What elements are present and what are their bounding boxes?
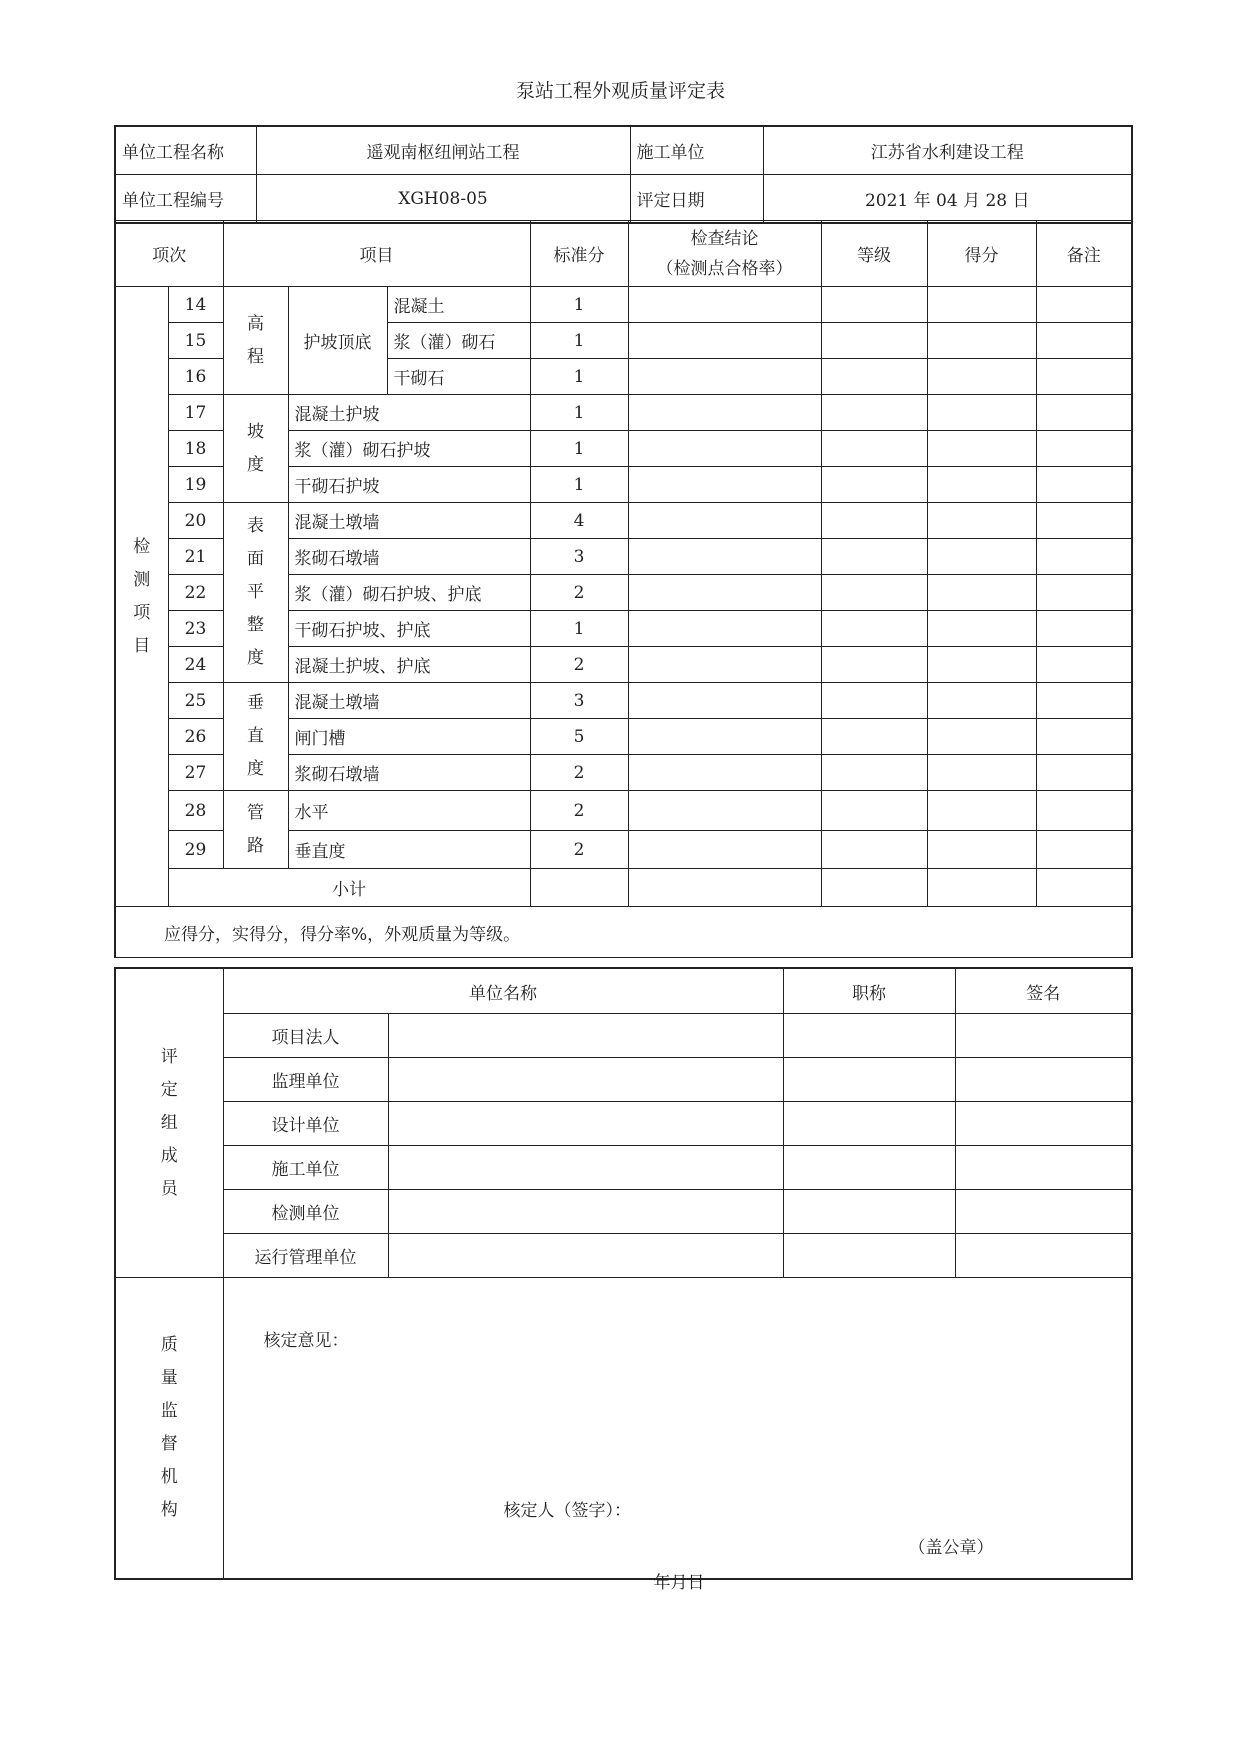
remark-cell[interactable] bbox=[1036, 395, 1132, 431]
row-no: 25 bbox=[168, 683, 223, 719]
group-revetment: 护坡顶底 bbox=[288, 287, 387, 395]
check-cell[interactable] bbox=[628, 755, 821, 791]
opinion-label: 核定意见： bbox=[263, 1331, 349, 1351]
remark-cell[interactable] bbox=[1036, 431, 1132, 467]
col-header-std: 标准分 bbox=[530, 221, 628, 287]
committee-side-label: 评 定 组 成 员 bbox=[115, 968, 223, 1278]
col-header-grade: 等级 bbox=[821, 221, 927, 287]
construction-unit-value[interactable]: 江苏省水利建设工程 bbox=[763, 126, 1132, 175]
group-flatness: 表 面 平 整 度 bbox=[223, 503, 288, 683]
col-header-score: 得分 bbox=[927, 221, 1036, 287]
grade-cell[interactable] bbox=[821, 755, 927, 791]
row-no: 26 bbox=[168, 719, 223, 755]
row-no: 21 bbox=[168, 539, 223, 575]
row-item: 浆（灌）砌石 bbox=[387, 323, 530, 359]
remark-cell[interactable] bbox=[1036, 683, 1132, 719]
remark-cell[interactable] bbox=[1036, 575, 1132, 611]
check-cell[interactable] bbox=[628, 431, 821, 467]
signature-cell[interactable] bbox=[955, 1014, 1132, 1058]
signer-label: 核定人（签字）： bbox=[503, 1501, 631, 1521]
grade-cell[interactable] bbox=[821, 647, 927, 683]
row-std: 1 bbox=[530, 611, 628, 647]
remark-cell[interactable] bbox=[1036, 467, 1132, 503]
evaluation-committee-table bbox=[114, 967, 1133, 1593]
committee-role: 监理单位 bbox=[223, 1058, 388, 1102]
check-cell[interactable] bbox=[628, 323, 821, 359]
committee-header-unit-name: 单位名称 bbox=[223, 968, 783, 1014]
committee-row bbox=[115, 1014, 1132, 1058]
committee-role: 检测单位 bbox=[223, 1190, 388, 1234]
row-item: 混凝土护坡 bbox=[288, 395, 530, 431]
check-cell[interactable] bbox=[628, 467, 821, 503]
row-std: 3 bbox=[530, 539, 628, 575]
group-slope: 坡 度 bbox=[223, 395, 288, 503]
unit-name-cell[interactable] bbox=[388, 1102, 783, 1146]
check-cell[interactable] bbox=[628, 831, 821, 869]
grade-cell[interactable] bbox=[821, 323, 927, 359]
check-cell[interactable] bbox=[628, 359, 821, 395]
eval-date-label: 评定日期 bbox=[630, 175, 763, 224]
group-vertical: 垂 直 度 bbox=[223, 683, 288, 791]
title-cell[interactable] bbox=[783, 1102, 955, 1146]
row-std: 2 bbox=[530, 755, 628, 791]
grade-cell[interactable] bbox=[821, 287, 927, 323]
remark-cell[interactable] bbox=[1036, 359, 1132, 395]
score-cell[interactable] bbox=[927, 831, 1036, 869]
unit-name-cell[interactable] bbox=[388, 1058, 783, 1102]
subtotal-row bbox=[115, 869, 1132, 907]
row-std: 1 bbox=[530, 359, 628, 395]
row-item: 干砌石 bbox=[387, 359, 530, 395]
score-cell[interactable] bbox=[927, 791, 1036, 831]
col-header-check bbox=[628, 221, 821, 287]
grade-cell[interactable] bbox=[821, 395, 927, 431]
row-item: 浆砌石墩墙 bbox=[288, 755, 530, 791]
signature-cell[interactable] bbox=[955, 1102, 1132, 1146]
unit-name-cell[interactable] bbox=[388, 1190, 783, 1234]
remark-cell[interactable] bbox=[1036, 869, 1132, 907]
title-cell[interactable] bbox=[783, 1058, 955, 1102]
unit-project-name-label: 单位工程名称 bbox=[115, 126, 256, 175]
title-cell[interactable] bbox=[783, 1014, 955, 1058]
score-cell[interactable] bbox=[927, 431, 1036, 467]
table-row bbox=[115, 287, 1132, 323]
row-item: 水平 bbox=[288, 791, 530, 831]
title-cell[interactable] bbox=[783, 1234, 955, 1278]
score-cell[interactable] bbox=[927, 683, 1036, 719]
col-header-remark: 备注 bbox=[1036, 221, 1132, 287]
score-cell[interactable] bbox=[927, 719, 1036, 755]
row-item: 浆（灌）砌石护坡 bbox=[288, 431, 530, 467]
row-no: 14 bbox=[168, 287, 223, 323]
supervision-opinion-area[interactable] bbox=[223, 1278, 1132, 1593]
remark-cell[interactable] bbox=[1036, 611, 1132, 647]
check-cell[interactable] bbox=[628, 791, 821, 831]
committee-role: 设计单位 bbox=[223, 1102, 388, 1146]
signature-cell[interactable] bbox=[955, 1058, 1132, 1102]
committee-row bbox=[115, 1146, 1132, 1190]
unit-name-cell[interactable] bbox=[388, 1014, 783, 1058]
row-std: 5 bbox=[530, 719, 628, 755]
row-item: 混凝土 bbox=[387, 287, 530, 323]
row-item: 浆（灌）砌石护坡、护底 bbox=[288, 575, 530, 611]
signature-cell[interactable] bbox=[955, 1146, 1132, 1190]
col-header-seq: 项次 bbox=[115, 221, 223, 287]
grade-cell[interactable] bbox=[821, 683, 927, 719]
unit-project-name-value[interactable]: 遥观南枢纽闸站工程 bbox=[256, 126, 630, 175]
project-info-table bbox=[114, 125, 1133, 224]
row-std: 2 bbox=[530, 575, 628, 611]
remark-cell[interactable] bbox=[1036, 539, 1132, 575]
row-std: 1 bbox=[530, 467, 628, 503]
check-cell[interactable] bbox=[628, 395, 821, 431]
remark-cell[interactable] bbox=[1036, 323, 1132, 359]
check-cell[interactable] bbox=[628, 647, 821, 683]
check-cell[interactable] bbox=[628, 683, 821, 719]
title-cell[interactable] bbox=[783, 1190, 955, 1234]
remark-cell[interactable] bbox=[1036, 791, 1132, 831]
row-no: 27 bbox=[168, 755, 223, 791]
score-cell[interactable] bbox=[927, 647, 1036, 683]
score-cell[interactable] bbox=[927, 575, 1036, 611]
construction-unit-label: 施工单位 bbox=[630, 126, 763, 175]
row-no: 22 bbox=[168, 575, 223, 611]
check-cell[interactable] bbox=[628, 869, 821, 907]
date-label: 年月日 bbox=[653, 1573, 705, 1593]
row-item: 混凝土墩墙 bbox=[288, 683, 530, 719]
row-std: 1 bbox=[530, 395, 628, 431]
score-cell[interactable] bbox=[927, 539, 1036, 575]
col-header-check-line1: 检查结论 bbox=[690, 228, 759, 249]
table-row bbox=[115, 683, 1132, 719]
subtotal-std-cell[interactable] bbox=[530, 869, 628, 907]
row-no: 20 bbox=[168, 503, 223, 539]
committee-role: 运行管理单位 bbox=[223, 1234, 388, 1278]
grade-cell[interactable] bbox=[821, 575, 927, 611]
row-no: 19 bbox=[168, 467, 223, 503]
unit-name-cell[interactable] bbox=[388, 1146, 783, 1190]
row-no: 18 bbox=[168, 431, 223, 467]
col-header-item: 项目 bbox=[223, 221, 530, 287]
unit-project-no-value[interactable]: XGH08-05 bbox=[256, 175, 630, 224]
row-no: 23 bbox=[168, 611, 223, 647]
row-no: 28 bbox=[168, 791, 223, 831]
table-row bbox=[115, 791, 1132, 831]
committee-row bbox=[115, 1234, 1132, 1278]
row-item: 混凝土墩墙 bbox=[288, 503, 530, 539]
grade-cell[interactable] bbox=[821, 467, 927, 503]
row-item: 浆砌石墩墙 bbox=[288, 539, 530, 575]
score-cell[interactable] bbox=[927, 323, 1036, 359]
title-cell[interactable] bbox=[783, 1146, 955, 1190]
signature-cell[interactable] bbox=[955, 1190, 1132, 1234]
row-no: 16 bbox=[168, 359, 223, 395]
col-header-check-line2: （检测点合格率） bbox=[656, 258, 793, 279]
row-no: 29 bbox=[168, 831, 223, 869]
grade-cell[interactable] bbox=[821, 719, 927, 755]
committee-role: 施工单位 bbox=[223, 1146, 388, 1190]
grade-cell[interactable] bbox=[821, 611, 927, 647]
check-cell[interactable] bbox=[628, 719, 821, 755]
grade-cell[interactable] bbox=[821, 503, 927, 539]
remark-cell[interactable] bbox=[1036, 831, 1132, 869]
group-pipe: 管 路 bbox=[223, 791, 288, 869]
signature-cell[interactable] bbox=[955, 1234, 1132, 1278]
check-cell[interactable] bbox=[628, 503, 821, 539]
inspection-table bbox=[114, 220, 1133, 958]
row-std: 1 bbox=[530, 431, 628, 467]
table-row bbox=[115, 503, 1132, 539]
committee-row bbox=[115, 1190, 1132, 1234]
check-cell[interactable] bbox=[628, 611, 821, 647]
score-cell[interactable] bbox=[927, 395, 1036, 431]
row-std: 2 bbox=[530, 791, 628, 831]
score-cell[interactable] bbox=[927, 467, 1036, 503]
check-cell[interactable] bbox=[628, 539, 821, 575]
remark-cell[interactable] bbox=[1036, 503, 1132, 539]
committee-header-signature: 签名 bbox=[955, 968, 1132, 1014]
score-cell[interactable] bbox=[927, 287, 1036, 323]
side-label-inspection: 检 测 项 目 bbox=[115, 287, 168, 907]
row-std: 4 bbox=[530, 503, 628, 539]
summary-text: 应得分，实得分，得分率%，外观质量为等级。 bbox=[115, 907, 1132, 958]
page-title: 泵站工程外观质量评定表 bbox=[515, 80, 725, 102]
row-std: 2 bbox=[530, 647, 628, 683]
check-cell[interactable] bbox=[628, 575, 821, 611]
committee-header-title: 职称 bbox=[783, 968, 955, 1014]
score-cell[interactable] bbox=[927, 869, 1036, 907]
committee-role: 项目法人 bbox=[223, 1014, 388, 1058]
grade-cell[interactable] bbox=[821, 359, 927, 395]
row-std: 3 bbox=[530, 683, 628, 719]
grade-cell[interactable] bbox=[821, 869, 927, 907]
row-std: 1 bbox=[530, 323, 628, 359]
table-row bbox=[115, 395, 1132, 431]
row-item: 混凝土护坡、护底 bbox=[288, 647, 530, 683]
supervision-side-label: 质 量 监 督 机 构 bbox=[115, 1278, 223, 1580]
unit-name-cell[interactable] bbox=[388, 1234, 783, 1278]
score-cell[interactable] bbox=[927, 755, 1036, 791]
remark-cell[interactable] bbox=[1036, 647, 1132, 683]
committee-row bbox=[115, 1058, 1132, 1102]
row-no: 15 bbox=[168, 323, 223, 359]
grade-cell[interactable] bbox=[821, 831, 927, 869]
eval-date-value[interactable]: 2021 年 04 月 28 日 bbox=[763, 175, 1132, 224]
grade-cell[interactable] bbox=[821, 539, 927, 575]
row-item: 垂直度 bbox=[288, 831, 530, 869]
score-cell[interactable] bbox=[927, 611, 1036, 647]
row-no: 17 bbox=[168, 395, 223, 431]
score-cell[interactable] bbox=[927, 359, 1036, 395]
committee-row bbox=[115, 1102, 1132, 1146]
row-std: 2 bbox=[530, 831, 628, 869]
unit-project-no-label: 单位工程编号 bbox=[115, 175, 256, 224]
check-cell[interactable] bbox=[628, 287, 821, 323]
grade-cell[interactable] bbox=[821, 791, 927, 831]
row-no: 24 bbox=[168, 647, 223, 683]
stamp-label: （盖公章） bbox=[908, 1538, 994, 1558]
score-cell[interactable] bbox=[927, 503, 1036, 539]
grade-cell[interactable] bbox=[821, 431, 927, 467]
remark-cell[interactable] bbox=[1036, 719, 1132, 755]
remark-cell[interactable] bbox=[1036, 755, 1132, 791]
row-item: 干砌石护坡 bbox=[288, 467, 530, 503]
row-std: 1 bbox=[530, 287, 628, 323]
row-item: 闸门槽 bbox=[288, 719, 530, 755]
remark-cell[interactable] bbox=[1036, 287, 1132, 323]
subtotal-label: 小计 bbox=[168, 869, 530, 907]
group-elevation: 高 程 bbox=[223, 287, 288, 395]
row-item: 干砌石护坡、护底 bbox=[288, 611, 530, 647]
